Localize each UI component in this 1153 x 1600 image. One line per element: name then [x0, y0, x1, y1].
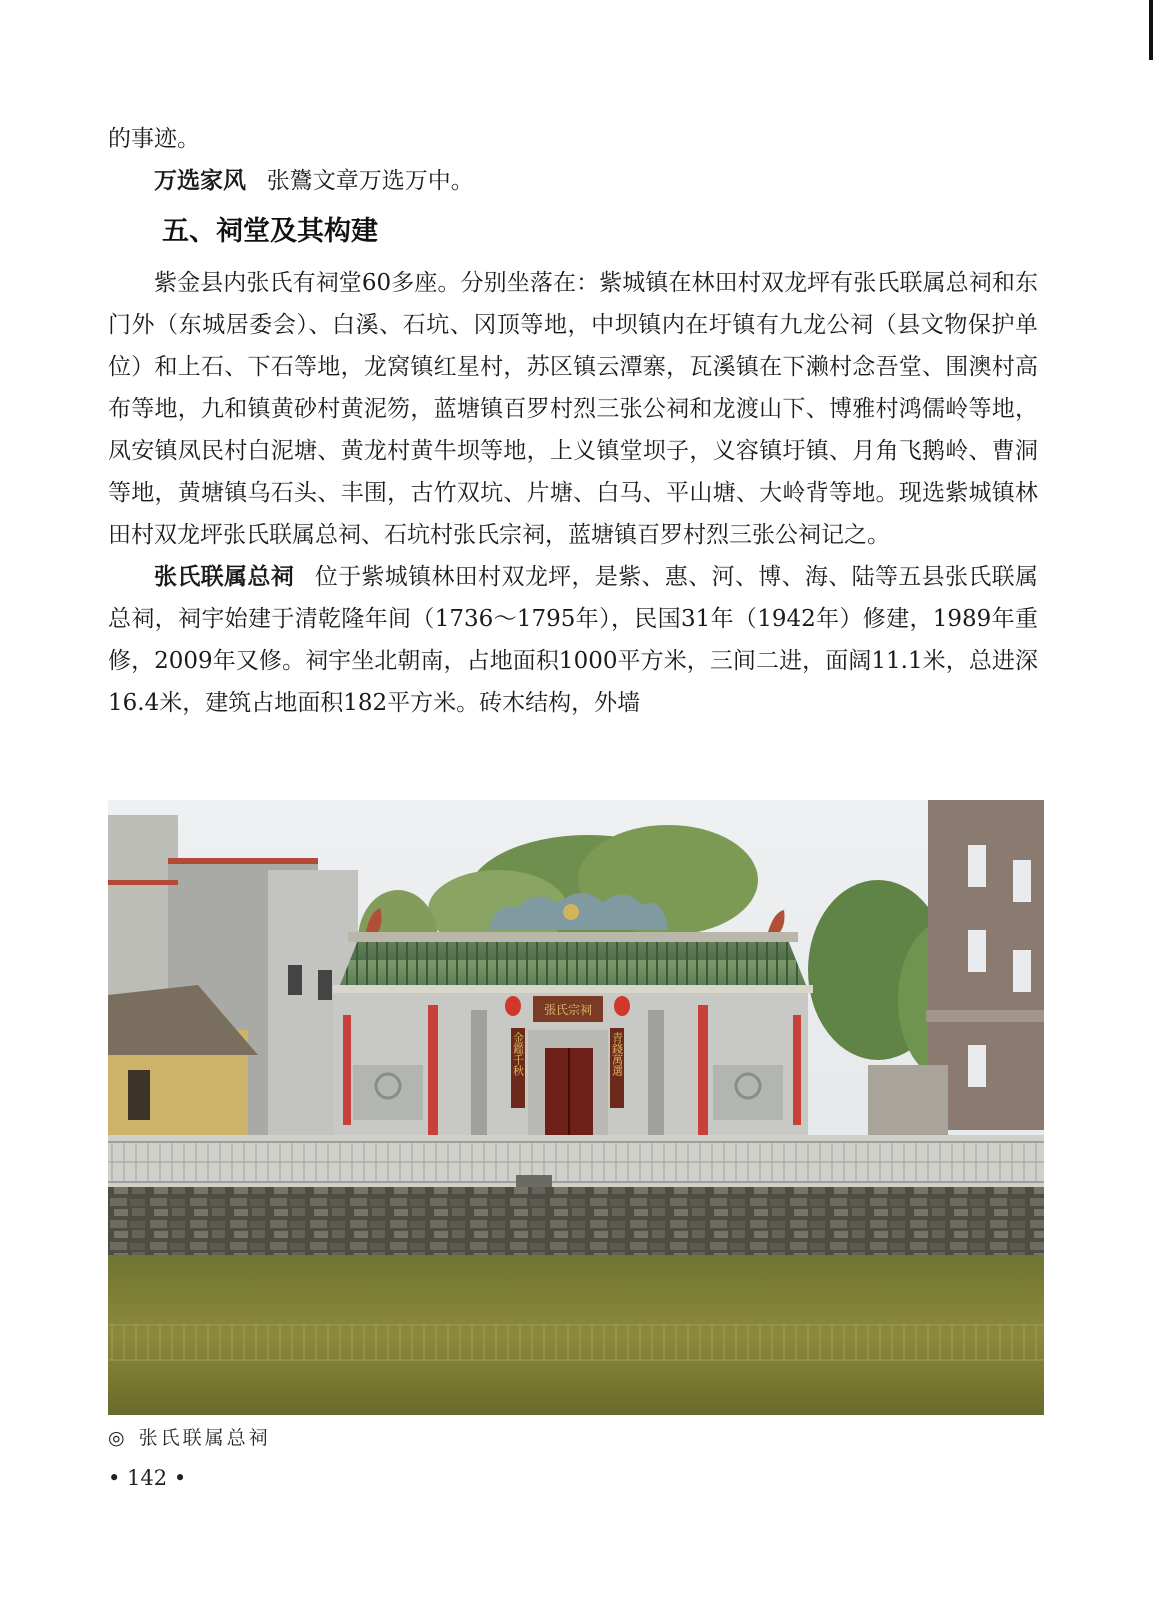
motto-paragraph	[108, 160, 1038, 202]
plaque-text: 張氏宗祠	[543, 1003, 593, 1017]
main-hall-paragraph	[108, 556, 1038, 724]
page-edge	[1149, 0, 1153, 60]
continued-text: 的事迹。	[108, 126, 200, 152]
motto-text: 张鷟文章万选万中。	[266, 168, 474, 194]
section-title: 五、祠堂及其构建	[162, 216, 378, 247]
body-text	[108, 118, 1038, 724]
photo-caption	[108, 1423, 271, 1450]
page-number: • 142 •	[108, 1466, 187, 1490]
ancestral-halls-paragraph: 紫金县内张氏有祠堂60多座。分别坐落在：紫城镇在林田村双龙坪有张氏联属总祠和东门外（东城居委会）、白溪、石坑、冈顶等地，中坝镇内在圩镇有九龙公祠（县文物保护单位）和上石、下石等地，龙窝镇红星村，苏区镇云潭寨，瓦溪镇在下濑村念吾堂、围澳村高布等地，九和镇黄砂村黄泥笏，蓝塘镇百罗村烈三张公祠和龙渡山下、博雅村鸿儒岭等地，凤安镇凤民村白泥塘、黄龙村黄牛坝等地，上义镇堂坝子，义容镇圩镇、月角飞鹅岭、曹洞等地，黄塘镇乌石头、丰围，古竹双坑、片塘、白马、平山塘、大岭背等地。现选紫城镇林田村双龙坪张氏联属总祠、石坑村张氏宗祠，蓝塘镇百罗村烈三张公祠记之。	[108, 270, 1038, 548]
main-hall-label: 张氏联属总祠	[154, 564, 295, 590]
caption-text: 张氏联属总祠	[138, 1427, 271, 1449]
ancestral-hall-photo	[108, 800, 1044, 1415]
incense-burner	[516, 1175, 552, 1187]
couplet-left: 金鑑千秋	[511, 1032, 525, 1076]
motto-label: 万选家风	[154, 168, 246, 194]
stone-embankment	[108, 1187, 1044, 1255]
couplet-right: 青錢萬選	[610, 1032, 624, 1076]
main-hall-text: 位于紫城镇林田村双龙坪，是紫、惠、河、博、海、陆等五县张氏联属总祠，祠宇始建于清乾隆年间（1736～1795年），民国31年（1942年）修建，1989年重修，2009年又修。祠宇坐北朝南，占地面积1000平方米，三间二进，面阔11.1米，总进深16.4米，建筑占地面积182平方米。砖木结构，外墙	[108, 564, 1039, 716]
caption-mark: ◎	[108, 1427, 125, 1449]
